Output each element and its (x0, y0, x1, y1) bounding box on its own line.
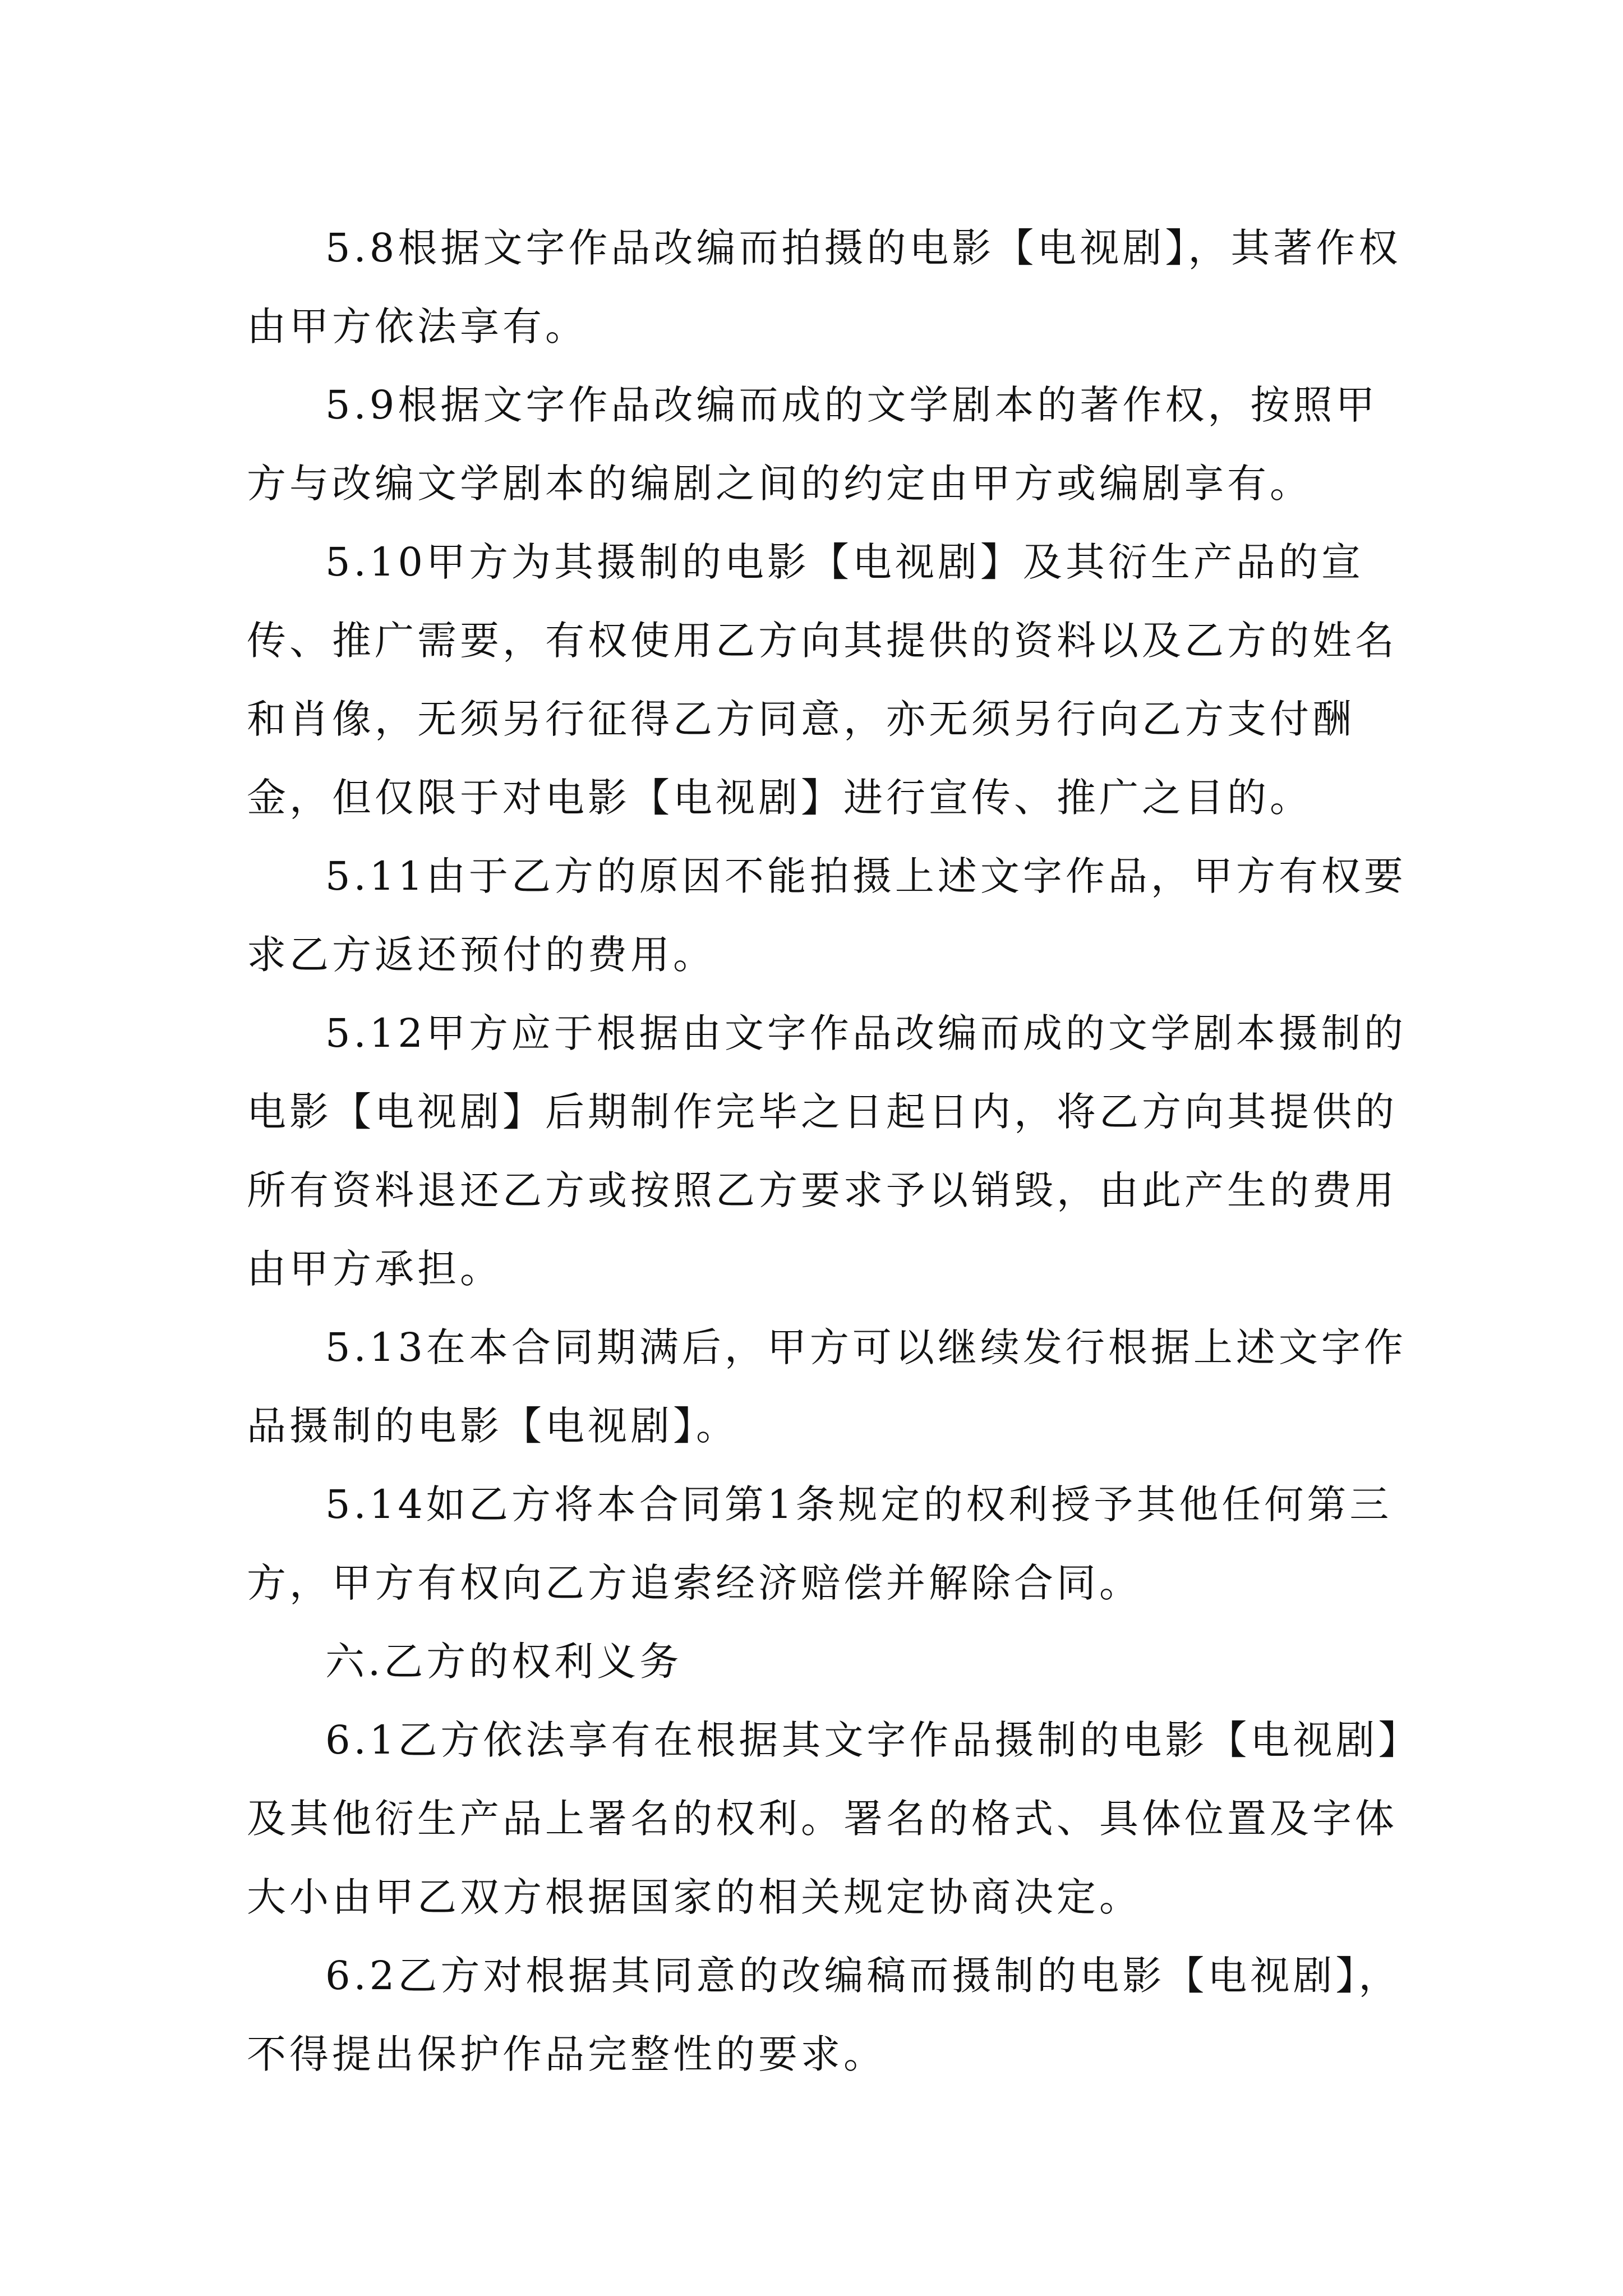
clause-5-14: 5.14如乙方将本合同第1条规定的权利授予其他任何第三方，甲方有权向乙方追索经济赔偿并解除合同。 (247, 1481, 1393, 1606)
clause-5-10: 5.10甲方为其摄制的电影【电视剧】及其衍生产品的宣传、推广需要，有权使用乙方向其提供的资料以及乙方的姓名和肖像，无须另行征得乙方同意，亦无须另行向乙方支付酬金，但仅限于对电影【电视剧】进行宣传、推广之目的。 (247, 539, 1398, 821)
clause-5-8: 5.8根据文字作品改编而拍摄的电影【电视剧】，其著作权由甲方依法享有。 (247, 225, 1401, 349)
clause-5-11: 5.11由于乙方的原因不能拍摄上述文字作品，甲方有权要求乙方返还预付的费用。 (247, 853, 1407, 978)
clause-6-1: 6.1乙方依法享有在根据其文字作品摄制的电影【电视剧】及其他衍生产品上署名的权利。署名的格式、具体位置及字体大小由甲乙双方根据国家的相关规定协商决定。 (247, 1717, 1401, 1920)
clause-5-13: 5.13在本合同期满后，甲方可以继续发行根据上述文字作品摄制的电影【电视剧】。 (247, 1324, 1407, 1449)
section-heading-6: 六.乙方的权利义务 (325, 1639, 683, 1685)
document-body (247, 209, 1413, 2093)
clause-5-12: 5.12甲方应于根据由文字作品改编而成的文学剧本摄制的电影【电视剧】后期制作完毕之日起日内，将乙方向其提供的所有资料退还乙方或按照乙方要求予以销毁，由此产生的费用由甲方承担。 (247, 1010, 1407, 1292)
clause-5-9: 5.9根据文字作品改编而成的文学剧本的著作权，按照甲方与改编文学剧本的编剧之间的约定由甲方或编剧享有。 (247, 382, 1378, 507)
clause-6-2: 6.2乙方对根据其同意的改编稿而摄制的电影【电视剧】，不得提出保护作品完整性的要求。 (247, 1953, 1401, 2077)
